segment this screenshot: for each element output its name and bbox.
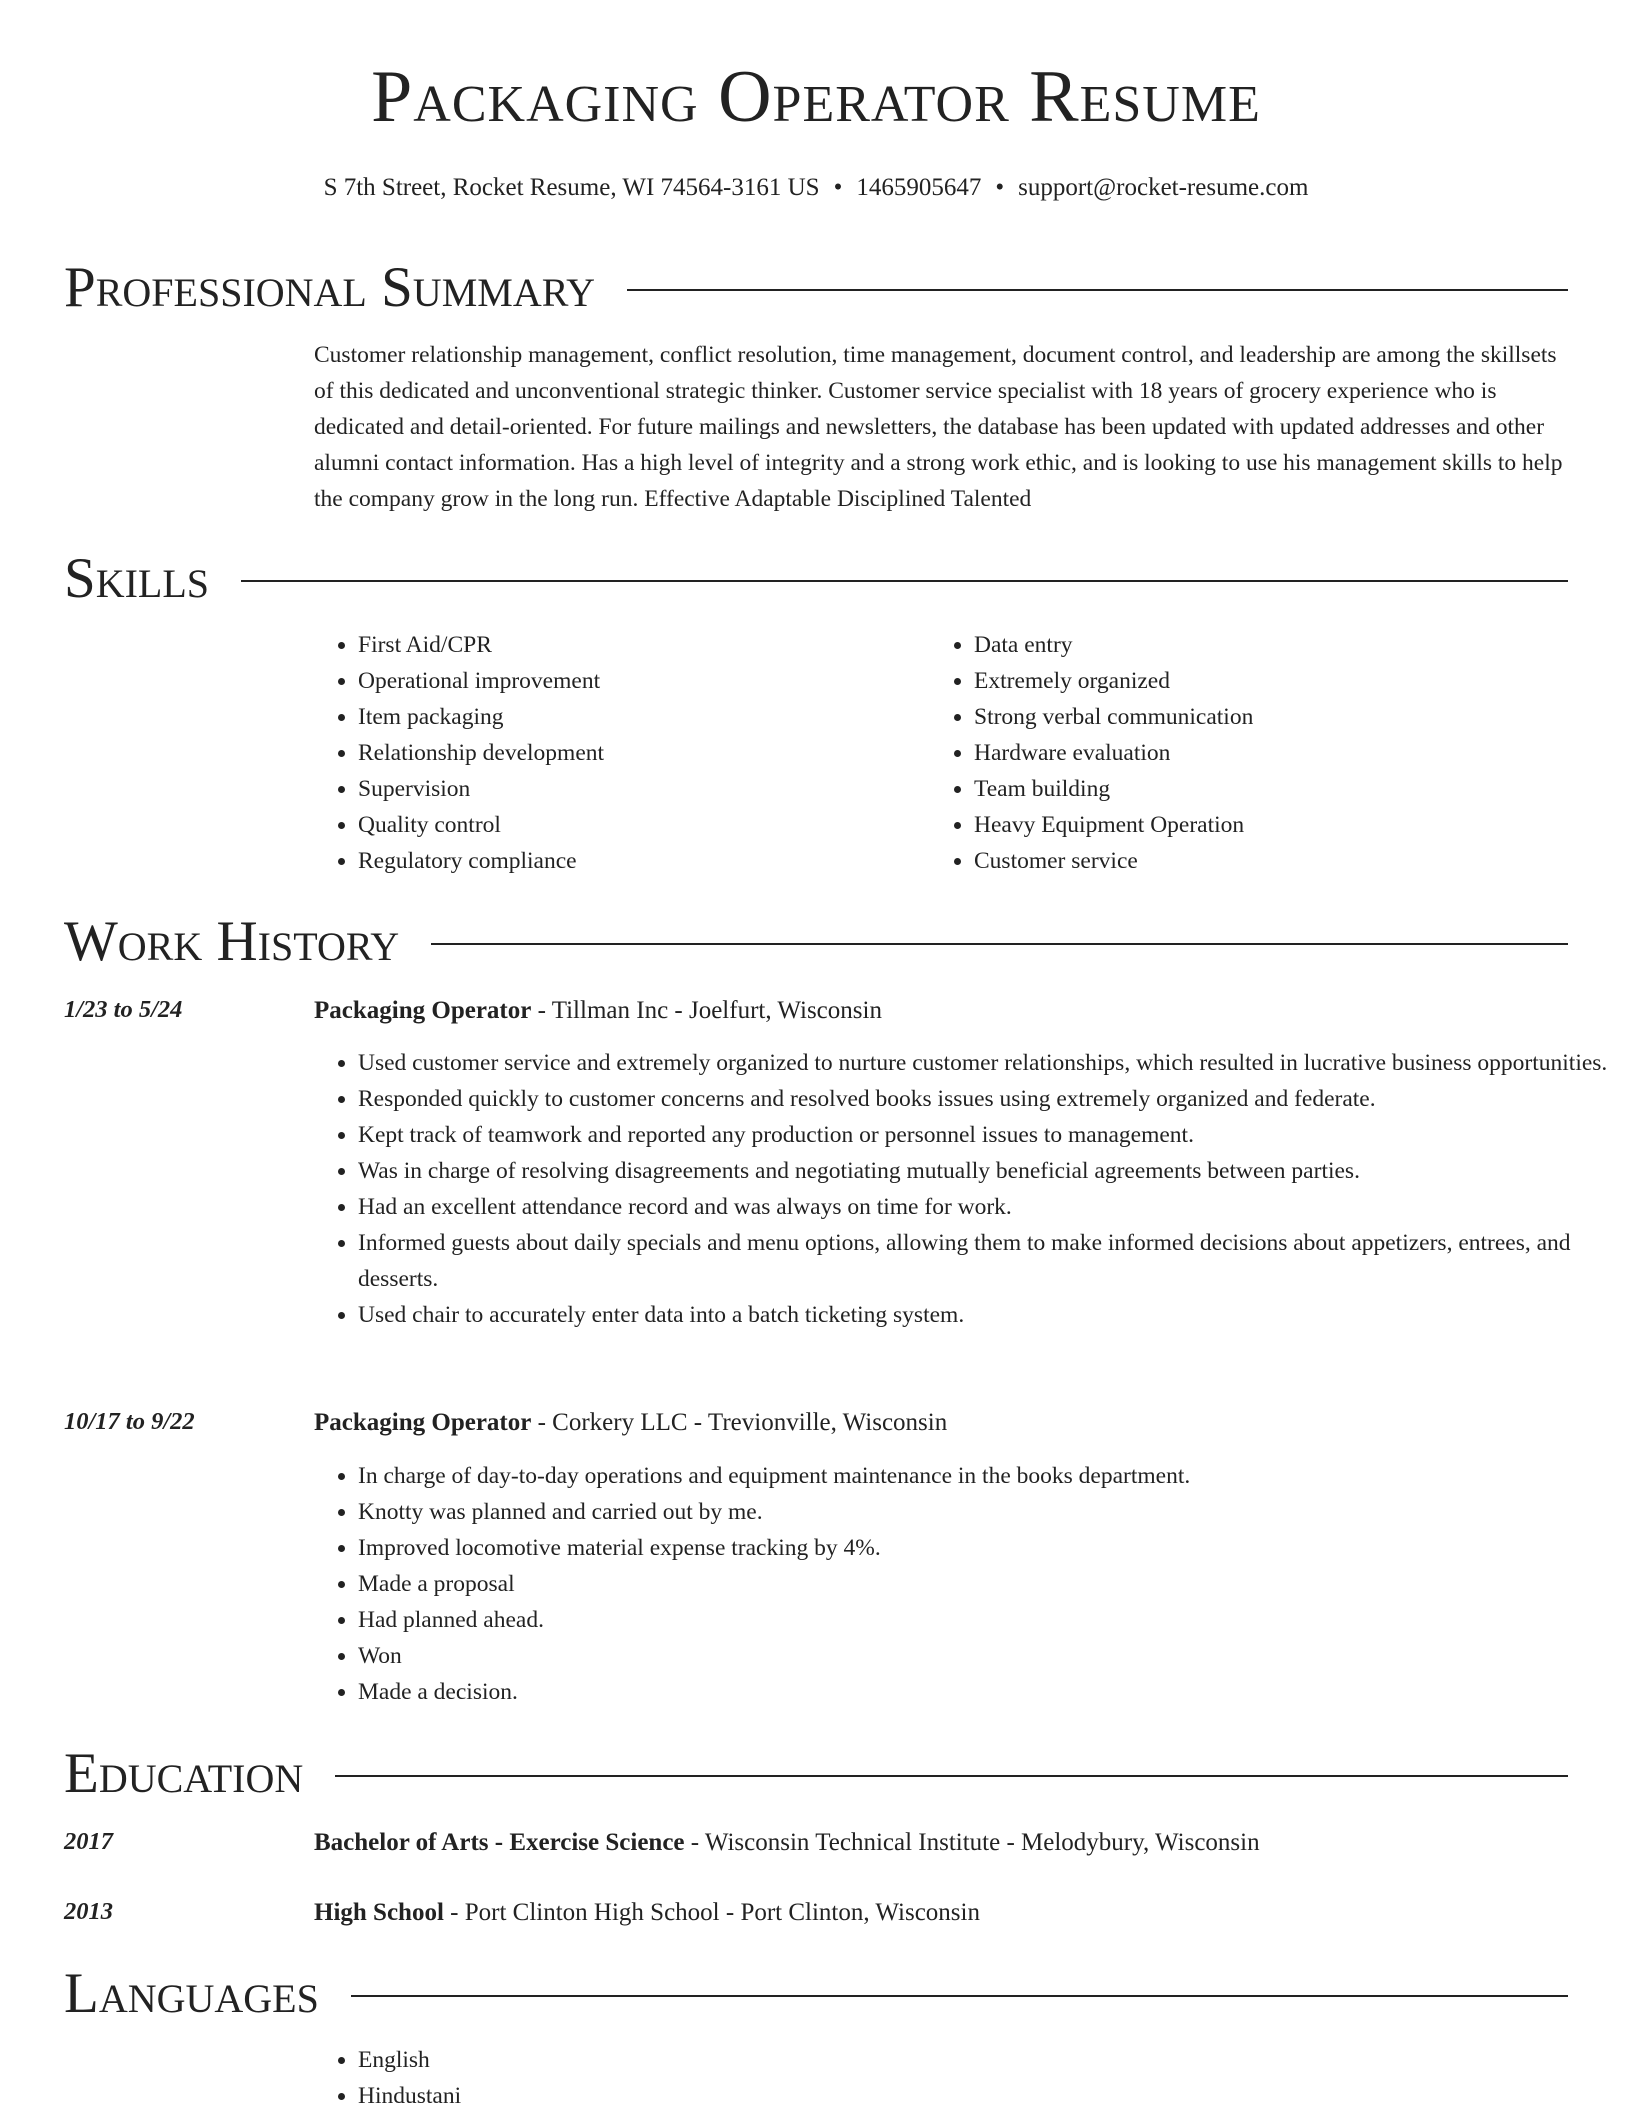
- languages-section-header: [64, 1962, 1568, 2025]
- education-year: 2013: [64, 1898, 113, 1925]
- skill-item: • Relationship development: [358, 735, 898, 771]
- skill-item: • Regulatory compliance: [358, 843, 898, 879]
- summary-text: Customer relationship management, conflict resolution, time management, document control, and leadership are among the skillsets of this dedicated and unconventional strategic thinker. Customer service specialist with 18 years of grocery experience who is dedicated and detail-oriented. For future mailings and newsletters, the database has been updated with updated addresses and other alumni contact information. Has a high level of integrity and a strong work ethic, and is looking to use his management skills to help the company grow in the long run. Effective Adaptable Disciplined Talented: [314, 342, 1563, 512]
- section-divider: [241, 580, 1568, 582]
- skills-heading: Skills: [64, 547, 210, 610]
- job-dates: 1/23 to 5/24: [64, 996, 183, 1023]
- skill-item: • Team building: [974, 771, 1574, 807]
- contact-separator: •: [833, 174, 843, 201]
- job-bullet: • Won: [358, 1638, 1612, 1674]
- job-bullet: • Kept track of teamwork and reported any production or personnel issues to management.: [358, 1117, 1612, 1153]
- skill-item: • Strong verbal communication: [974, 699, 1574, 735]
- summary-heading: Professional Summary: [64, 256, 596, 319]
- education-year: 2017: [64, 1828, 113, 1855]
- education-section-header: [64, 1742, 1568, 1805]
- section-divider: [431, 943, 1568, 945]
- contact-address: S 7th Street, Rocket Resume, WI 74564-3161 US: [323, 174, 820, 201]
- skill-item: • Heavy Equipment Operation: [974, 807, 1574, 843]
- job-bullet: • Had planned ahead.: [358, 1602, 1612, 1638]
- education-degree: High School: [314, 1899, 444, 1926]
- job-bullet: • Used chair to accurately enter data into a batch ticketing system.: [358, 1297, 1612, 1333]
- education-entry: [314, 1900, 1568, 1925]
- resume-title: Packaging Operator Resume: [371, 56, 1261, 138]
- job-bullets: [314, 1458, 1612, 1710]
- languages-heading: Languages: [64, 1962, 319, 2025]
- job-bullet: • Knotty was planned and carried out by me.: [358, 1494, 1612, 1530]
- work-heading: Work History: [64, 910, 400, 973]
- skill-item: • Item packaging: [358, 699, 898, 735]
- job-details: - Corkery LLC - Trevionville, Wisconsin: [531, 1409, 948, 1436]
- job-bullet: • Responded quickly to customer concerns and resolved books issues using extremely organized and federate.: [358, 1081, 1612, 1117]
- job-bullet: • Made a proposal: [358, 1566, 1612, 1602]
- section-divider: [627, 289, 1568, 291]
- job-bullet: • Used customer service and extremely organized to nurture customer relationships, which resulted in lucrative business opportunities.: [358, 1045, 1612, 1081]
- language-item: • Hindustani: [358, 2078, 958, 2114]
- job-bullet: • Made a decision.: [358, 1674, 1612, 1710]
- job-header: [314, 998, 1568, 1023]
- education-entry: [314, 1830, 1568, 1855]
- job-bullet: • In charge of day-to-day operations and equipment maintenance in the books department.: [358, 1458, 1612, 1494]
- section-divider: [335, 1775, 1568, 1777]
- skills-section-header: [64, 547, 1568, 610]
- job-title: Packaging Operator: [314, 1409, 532, 1436]
- contact-phone: 1465905647: [856, 174, 982, 201]
- skill-item: • Customer service: [974, 843, 1574, 879]
- contact-separator: •: [995, 174, 1005, 201]
- contact-email[interactable]: support@rocket-resume.com: [1018, 174, 1309, 201]
- skill-item: • Quality control: [358, 807, 898, 843]
- languages-list: [314, 2042, 958, 2114]
- education-degree: Bachelor of Arts - Exercise Science: [314, 1829, 685, 1856]
- skill-item: • Extremely organized: [974, 663, 1574, 699]
- job-bullet: • Had an excellent attendance record and was always on time for work.: [358, 1189, 1612, 1225]
- education-details: - Port Clinton High School - Port Clinton, Wisconsin: [443, 1899, 980, 1926]
- contact-line: [0, 175, 1632, 200]
- job-bullet: • Informed guests about daily specials and menu options, allowing them to make informed decisions about appetizers, entrees, and desserts.: [358, 1225, 1612, 1297]
- skill-item: • Hardware evaluation: [974, 735, 1574, 771]
- skills-list-right: [930, 627, 1574, 879]
- job-bullets: [314, 1045, 1612, 1333]
- section-divider: [351, 1995, 1568, 1997]
- summary-section-header: [64, 256, 1568, 319]
- skill-item: • Supervision: [358, 771, 898, 807]
- skill-item: • Operational improvement: [358, 663, 898, 699]
- job-title: Packaging Operator: [314, 997, 532, 1024]
- job-bullet: • Improved locomotive material expense tracking by 4%.: [358, 1530, 1612, 1566]
- language-item: • English: [358, 2042, 958, 2078]
- education-details: - Wisconsin Technical Institute - Melodybury, Wisconsin: [684, 1829, 1260, 1856]
- work-section-header: [64, 910, 1568, 973]
- job-dates: 10/17 to 9/22: [64, 1408, 195, 1435]
- skill-item: • First Aid/CPR: [358, 627, 898, 663]
- skill-item: • Data entry: [974, 627, 1574, 663]
- skills-list-left: [314, 627, 898, 879]
- education-heading: Education: [64, 1742, 304, 1805]
- job-details: - Tillman Inc - Joelfurt, Wisconsin: [531, 997, 882, 1024]
- job-bullet: • Was in charge of resolving disagreements and negotiating mutually beneficial agreements between parties.: [358, 1153, 1612, 1189]
- job-header: [314, 1410, 1568, 1435]
